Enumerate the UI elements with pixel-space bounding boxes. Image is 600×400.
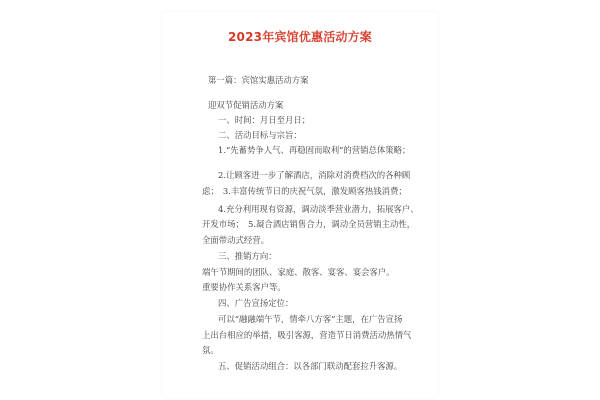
text-line: 三、推销方向：	[218, 251, 277, 261]
text-line: 4.充分利用现有资源，调动淡季营业潜力，拓展客户、	[218, 204, 419, 214]
text-line: 2.让顾客进一步了解酒店，消除对消费档次的各种顾	[218, 170, 411, 180]
text-line: 重要协作关系客户等。	[202, 282, 286, 292]
text-line: 上出台相应的举措，吸引客源，营造节日消费活动热情气	[202, 330, 412, 340]
text-line: 虑； 3.丰富传统节日的庆祝气氛，激发顾客热钱消费；	[202, 186, 407, 196]
text-line: 1.“先蓄势争人气、再稳固而取利”的营销总体策略；	[218, 145, 411, 155]
text-line: 端午节期间的团队、家庭、散客、宴客、宴会客户。	[202, 267, 395, 277]
chapter-heading: 第一篇：宾馆实惠活动方案	[208, 75, 309, 85]
document-title: 2023年宾馆优惠活动方案	[228, 30, 372, 44]
text-line: 五、促销活动组合：以各部门联动配套拉升客源。	[218, 361, 403, 371]
text-line: 一、时间：月日至月日；	[218, 115, 311, 125]
text-line: 二、活动目标与宗旨：	[218, 130, 302, 140]
text-line: 迎双节促销活动方案	[208, 100, 284, 110]
text-line: 氛。	[202, 345, 219, 355]
text-line: 可以“融融端午节，情牵八方客”主题，在广告宣扬	[218, 314, 403, 324]
text-line: 开发市场； 5.凝合酒店销售合力，调动全员营销主动性，	[202, 219, 416, 229]
text-line: 四、广告宣扬定位：	[218, 298, 294, 308]
text-line: 全面带动式经营。	[202, 235, 269, 245]
